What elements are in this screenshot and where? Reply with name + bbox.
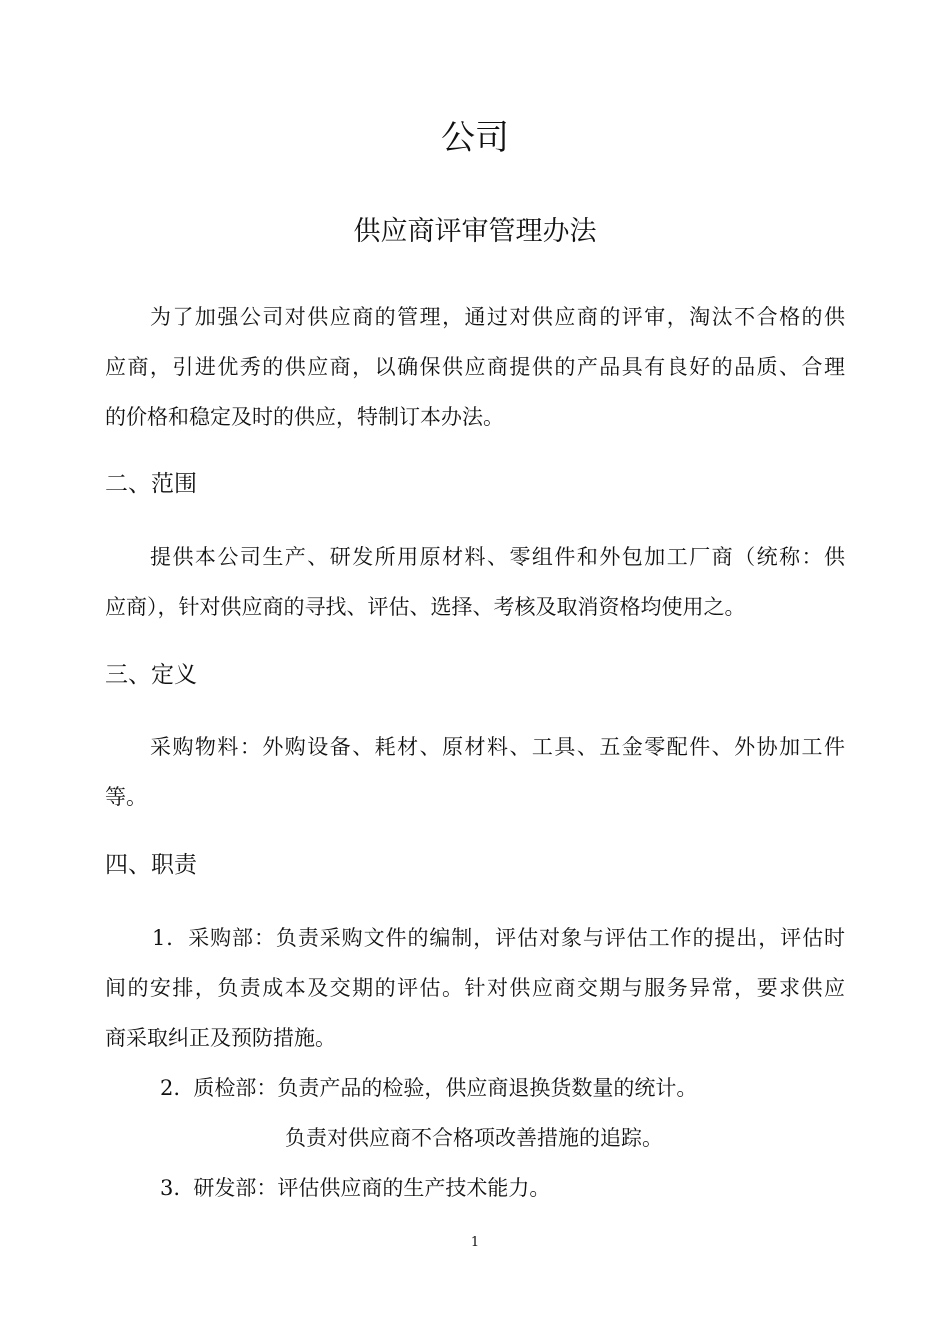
intro-line-2: 应商，引进优秀的供应商，以确保供应商提供的产品具有良好的品质、合理 [105,355,845,379]
duties-heading: 四、职责 [105,852,197,878]
page-number: 1 [470,1235,480,1250]
document-title: 供应商评审管理办法 [353,216,597,247]
duties-item1-line-3: 商采取纠正及预防措施。 [105,1026,336,1050]
duties-item1-line-1: 1．采购部：负责采购文件的编制，评估对象与评估工作的提出，评估时 [152,926,845,950]
duties-item1-line-2: 间的安排，负责成本及交期的评估。针对供应商交期与服务异常，要求供应 [105,976,845,1000]
intro-line-3: 的价格和稳定及时的供应，特制订本办法。 [105,405,504,429]
definition-line-2: 等。 [105,785,147,809]
scope-heading: 二、范围 [105,471,197,497]
scope-line-1: 提供本公司生产、研发所用原材料、零组件和外包加工厂商（统称：供 [150,545,845,569]
scope-line-2: 应商），针对供应商的寻找、评估、选择、考核及取消资格均使用之。 [105,595,746,619]
definition-heading: 三、定义 [105,662,197,688]
intro-line-1: 为了加强公司对供应商的管理，通过对供应商的评审，淘汰不合格的供 [150,305,845,329]
duties-item3-line: 3. 研发部：评估供应商的生产技术能力。 [160,1176,551,1200]
company-title: 公司 [441,118,509,158]
duties-item2-line-1: 2. 质检部：负责产品的检验，供应商退换货数量的统计。 [160,1076,698,1100]
definition-line-1: 采购物料：外购设备、耗材、原材料、工具、五金零配件、外协加工件 [150,735,845,759]
duties-item2-line-2: 负责对供应商不合格项改善措施的追踪。 [285,1126,663,1150]
